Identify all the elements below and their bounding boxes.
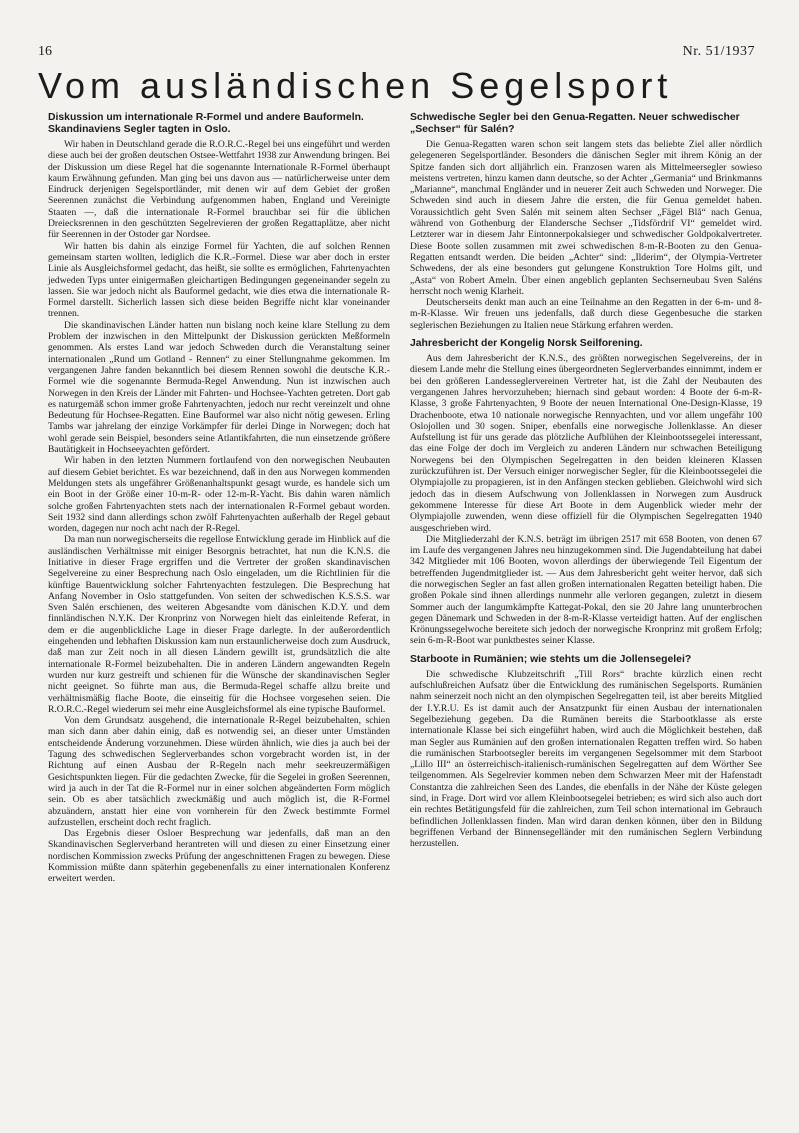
kns-paragraph: Aus dem Jahresbericht der K.N.S., des größten norwegischen Segelvereins, der in diesem Lande mehr die Stellung eines übergeordneten Seglerverbandes einnimmt, indem er bei den größeren Landesseglervereinen Vertreter hat, ist die Zahl der Neubauten des vergangenen Jahres hervorzuheben; hiernach sind gebaut worden: 4 Boote der 6-m-R-Klasse, 3 große Fahrtenyachten, 9 Boote der neuen International One-Design-Klasse, 19 Drachenboote, etwa 10 nationale norwegische Rennyachten, und vor allem ungefähr 100 Oslojollen und 30 sogen. Sniper, ebenfalls eine norwegische Jollenklasse. An dieser Aufstellung ist für uns gerade das plötzliche Aufblühen der Kleinbootssegelei interessant, das eine Folge der doch im Vergleich zu anderen Ländern nur schwachen Beteiligung Norwegens bei den Olympischen Segelregatten in den beiden kleineren Klassen zurückzuführen ist. Der Versuch einiger norwegischer Segler, für die Kleinbootssegelei die Olympiajolle zu propagieren, ist in den Anfängen stecken geblieben. Gleichwohl wird sich jedoch das in diesem Aufschwung von Jollenklassen in Norwegen zum Ausdruck gekommene Interesse für diese Art Boote in dem Augenblick wieder mehr der Olympiajolle zuwenden, wenn diese offiziell für die Olympischen Segelregatten 1940 ausgeschrieben wird. (410, 353, 762, 534)
left-paragraph: Wir haben in Deutschland gerade die R.O.R.C.-Regel bei uns eingeführt und werden diese auch bei der großen deutschen Ostsee-Wettfahrt 1938 zur Anwendung bringen. Bei der Diskussion um diese Regel hat die sogenannte Internationale R-Formel überhaupt kaum Erwähnung gefunden. Man ging bei uns davon aus — natürlicherweise unter dem Eindruck derjenigen Segelsportländer, mit denen wir auf dem Gebiet der großen Seerennen zunächst die Verbindung aufgenommen haben, England und Vereinigte Staaten —, daß die internationale R-Formel brauchbar sei für die üblichen Dreiecksrennen in den geschützten Segelrevieren der großen Regattaplätze, aber nicht für Seerennen in der Ostoder gar Nordsee. (48, 139, 390, 241)
kns-paragraph: Die Mitgliederzahl der K.N.S. beträgt im übrigen 2517 mit 658 Booten, von denen 67 im Laufe des vergangenen Jahres neu hinzugekommen sind. Die Jugendabteilung hat dabei 342 Mitglieder mit 106 Booten, wovon allerdings der überwiegende Teil Eigentum der betreffenden Jugendmitglieder ist. — Aus dem Jahresbericht geht weiter hervor, daß sich die norwegischen Segler an fast allen großen internationalen Regatten beteiligt haben. Die großen Pokale sind ihnen allerdings nunmehr alle verloren gegangen, zuletzt in diesem Sommer auch der langumkämpfte Kattegat-Pokal, den sie 20 Jahre lang ununterbrochen gegen Dänemark und Schweden in der 8-m-R-Klasse verteidigt hatten. Auf der englischen Krönungssegelwoche bereitete sich jedoch der norwegische Kronprinz mit großem Erfolg; sein 6-m-R-Boot war punktbestes seiner Klasse. (410, 533, 762, 647)
article-title: Vom ausländischen Segelsport (38, 65, 673, 106)
issue-number: Nr. 51/1937 (682, 44, 755, 59)
left-heading: Diskussion um internationale R-Formel und andere Bauformeln. Skandinaviens Segler tagten in Oslo. (48, 112, 364, 135)
left-paragraph: Wir hatten bis dahin als einzige Formel für Yachten, die auf solchen Rennen gemeinsam starten wollten, lediglich die K.R.-Formel. Diese war aber doch in erster Linie als Ausgleichsformel gedacht, das heißt, sie sollte es ermöglichen, Fahrtenyachten jedweden Typs unter einigermaßen gleichartigen Bedingungen gegeneinander segeln zu lassen. Sie war jedoch nicht als Bauformel gedacht, wie dies etwa die internationale R-Formel darstellt. Sicherlich lassen sich diese beiden Begriffe nicht klar voneinander trennen. (48, 240, 390, 320)
left-paragraph: Wir haben in den letzten Nummern fortlaufend von den norwegischen Neubauten auf diesem Gebiet berichtet. Es war bezeichnend, daß in den aus Norwegen kommenden Meldungen stets als ungefährer Größenanhaltspunkt gesagt wurde, es handele sich um ein Boot in der Größe einer 10-m-R- oder 12-m-R-Yacht. Bis dahin waren nämlich solche großen Fahrtenyachten stets nach der internationalen R-Formel gebaut worden. Seit 1932 sind dann allerdings schon zwölf Fahrtenyachten außerhalb der Regel gebaut worden, dagegen nur noch acht nach der R-Regel. (48, 455, 390, 535)
section-heading-kns: Jahresbericht der Kongelig Norsk Seilforening. (410, 338, 643, 350)
rumaenien-paragraph: Die schwedische Klubzeitschrift „Till Rors“ brachte kürzlich einen recht aufschlußreichen Aufsatz über die Entwicklung des rumänischen Segelsports. Rumänien nahm seinerzeit noch nicht an den olympischen Segelregatten teil, ist aber bereits Mitglied der I.Y.R.U. Es ist damit auch der Ansatzpunkt für einen Ausbau der internationalen Segelbeziehung gegeben. Da die Rumänen bereits die Starbootklasse als erste internationale Klasse bei sich eingeführt haben, wird auch die Möglichkeit bestehen, daß man Segler aus Rumänien auf den großen internationalen Regatten treffen wird. So haben die rumänischen Starbootsegler bereits im vergangenen Segelsommer mit dem Starboot „Lillo III“ an österreichisch-italienisch-rumänischen Segelregatten auf dem Wörther See teilgenommen. Als Segelrevier kommen neben dem Schwarzen Meer mit der Hafenstadt Constantza die zahlreichen Seen des Landes, die ebenfalls in der Nähe der Küste gelegen sind, in Frage. Dort wird vor allem Kleinbootsegelei betrieben; es wird sich also auch dort ein rechtes Betätigungsfeld für die zahlreichen, zum Teil schon international im Gebrauch befindlichen Jollenklassen finden. Man wird daran denken können, über den in Bildung begriffenen Verband der Binnensegelländer mit den rumänischen Seglern Verbindung herzustellen. (410, 668, 762, 850)
left-paragraph: Die skandinavischen Länder hatten nun bislang noch keine klare Stellung zu dem Problem der inzwischen in den Mittelpunkt der Diskussion gerückten Meßformeln genommen. Als erstes Land war jedoch Schweden durch die Veranstaltung seiner internationalen „Rund um Gotland - Rennen“ zu einer Stellungnahme gekommen. Im vergangenen Jahre fanden bekanntlich bei diesem Rennen sowohl die deutsche K.R.-Formel wie die sogenannte Bermuda-Regel Anwendung. Nun ist inzwischen auch Norwegen in den Kreis der Länder mit Fahrten- und Hochsee-Yachten getreten. Dort gab es naturgemäß schon immer große Fahrtenyachten, jedoch nur recht vereinzelt und ohne Bedeutung für Hochsee-Regatten. Eine Bauformel war also nicht nötig gewesen. Erling Tambs war jahrelang der einzige Vorkämpfer für derlei Dinge in Norwegen; doch hat wohl gerade sein Beispiel, besonders seine Atlantikfahrten, die nun einsetzende größere Bautätigkeit in Hochseeyachten gefördert. (48, 319, 390, 456)
left-paragraph: Da man nun norwegischerseits die regellose Entwicklung gerade im Hinblick auf die ausländischen Verhältnisse mit einiger Besorgnis betrachtet, hat nun die K.N.S. die Initiative in dieser Frage ergriffen und die Vertreter der großen skandinavischen Segelvereine zu einer Besprechung nach Oslo eingeladen, um die Richtlinien für die künftige Bauentwicklung solcher Fahrtenyachten festzulegen. Die Besprechung hat Anfang November in Oslo stattgefunden. Von seiten der schwedischen K.S.S.S. war Sven Salén erschienen, des weiteren Abgesandte vom dänischen K.D.Y. und dem finnländischen N.Y.K. Der Kronprinz von Norwegen hielt das einleitende Referat, in dem er die augenblickliche Lage in dieser Frage darlegte. In der außerordentlich eingehenden und lebhaften Diskussion kam nun erstaunlicherweise doch zum Ausdruck, daß man zur Zeit noch in all diesen Ländern gewillt ist, grundsätzlich die alte internationale R-Formel beizubehalten. Die in anderen Ländern angewandten Regeln wurden nur kurz gestreift und schienen für die Wünsche der skandinavischen Segler nicht geeignet. So führte man aus, die Bermuda-Regel schaffe allzu breite und verhältnismäßig flache Boote, die einseitig für die Hochsee vorgesehen seien. Die R.O.R.C.-Regel wiederum sei mehr eine Ausgleichsformel als eine typische Bauformel. (48, 534, 390, 715)
genua-paragraph: Deutscherseits denkt man auch an eine Teilnahme an den Regatten in der 6-m- und 8-m-R-Klasse. Wir freuen uns jedenfalls, daß durch diese Gegenbesuche die starken seglerischen Beziehungen zu Italien neue Stärkung erfahren werden. (410, 297, 762, 331)
section-heading-rumaenien: Starboote in Rumänien; wie stehts um die Jollensegelei? (410, 653, 692, 665)
section-heading-genua: Schwedische Segler bei den Genua-Regatten. Neuer schwedischer „Sechser“ für Salén? (410, 112, 740, 135)
left-column (48, 112, 390, 885)
left-paragraph: Das Ergebnis dieser Osloer Besprechung war jedenfalls, daß man an den Skandinavischen Seglerverband herantreten will und diesen zu einer Einsetzung einer nordischen Kommission zwecks Prüfung der angeschnittenen Fragen zu bewegen. Diese Kommission müßte dann späterhin gegebenenfalls zu einer internationalen Konferenz erweitert werden. (48, 828, 390, 885)
left-paragraph: Von dem Grundsatz ausgehend, die internationale R-Regel beizubehalten, schien man sich dann aber dahin einig, daß es notwendig sei, an dieser unter Umständen entscheidende Änderung vorzunehmen. Diese würden ähnlich, wie dies ja auch bei der Tagung des schwedischen Seglerverbandes schon vorgebracht worden ist, in der Richtung auf einen Ausbau der R-Regeln nach mehr seekreuzermäßigen Gesichtspunkten liegen. Für die gedachten Zwecke, für die Segelei in großen Seerennen, wird ja auch in der Tat die R-Formel nur in einer solchen abgeänderten Form möglich sein. Ob es aber tatsächlich zweckmäßig und auch möglich ist, die R-Formel abzuändern, anstatt hier eine von vornherein für den Zweck bestimmte Formel aufzustellen, erscheint doch recht fraglich. (48, 715, 390, 828)
page-number: 16 (38, 44, 52, 59)
genua-paragraph: Die Genua-Regatten waren schon seit langem stets das beliebte Ziel aller nördlich gelegeneren Segelsportländer. Besonders die dänischen Segler mit ihrem König an der Spitze fanden sich dort alljährlich ein. Franzosen waren als Mittelmeersegler sowieso meistens vertreten, hinzu kamen dann deutsche, so der Achter „Germania“ und Brinkmanns „Marianne“, manchmal Engländer und in neuerer Zeit auch Schweden und Norweger. Die Schweden sind auch in diesem Jahre die ersten, die für Genua gemeldet haben. Voraussichtlich geht Sven Salén mit seinem alten Sechser „Fägel Blå“ nach Genua, während von Gothenburg der Elandersche Sechser „Tidsfördrif VI“ gemeldet wird. Letzterer war in diesem Jahr Eintonnerpokalsieger und schwedischer Goldpokalvertreter. Diese Boote sollen zusammen mit zwei schwedischen 8-m-R-Booten zu den Genua-Regatten entsandt werden. Die beiden „Achter“ sind: „Ilderim“, der Olympia-Vertreter Schwedens, der als eine besonders gut gelungene Konstruktion Tore Holms gilt, und „Asta“ von Robert Ameln. Über einen angeblich geplanten Sechserneubau Sven Saléns herrscht noch wenig Klarheit. (410, 139, 762, 297)
right-column (410, 112, 762, 850)
